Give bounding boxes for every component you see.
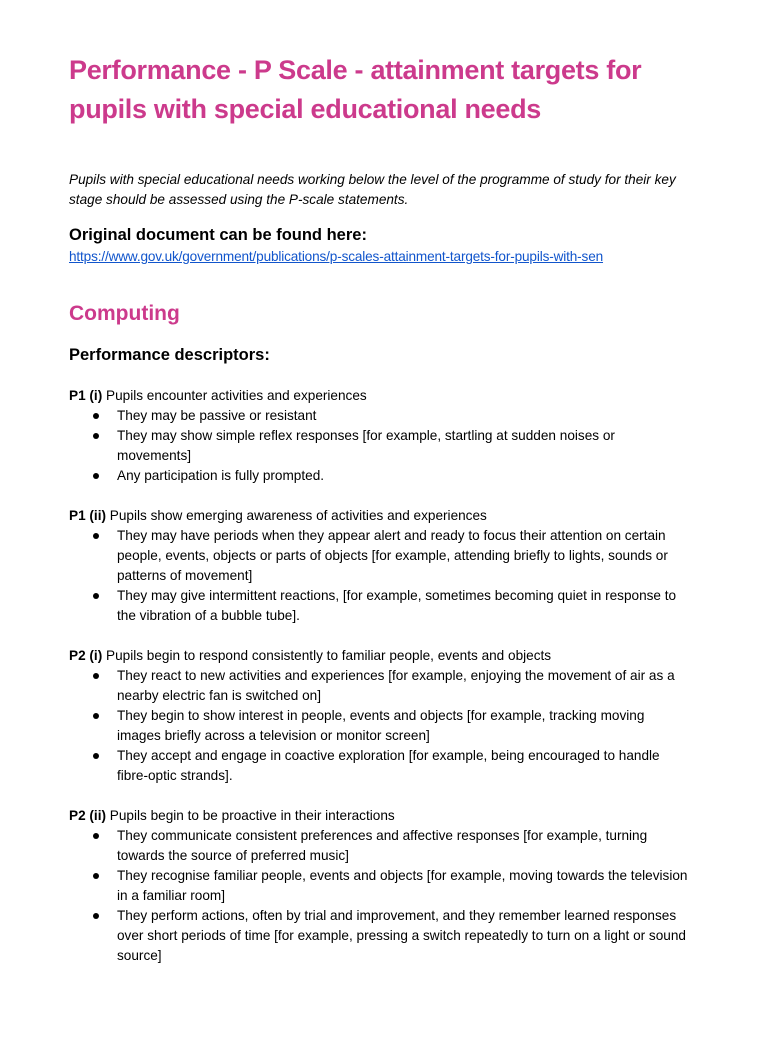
bullet-icon [93, 913, 99, 919]
original-document-label: Original document can be found here: [69, 226, 367, 244]
level-code: P1 (i) [69, 388, 103, 403]
bullet-icon [93, 593, 99, 599]
list-item-text: Any participation is fully prompted. [117, 468, 325, 483]
bullet-list [69, 826, 689, 966]
intro-paragraph: Pupils with special educational needs working below the level of the programme of study for their key stage should be assessed using the P-scale statements. [69, 172, 676, 207]
bullet-icon [93, 873, 99, 879]
list-item [117, 426, 689, 466]
list-item-text: They accept and engage in coactive exploration [for example, being encouraged to handle fibre-optic strands]. [117, 748, 660, 783]
level-block [69, 386, 689, 486]
level-text: Pupils show emerging awareness of activities and experiences [106, 508, 487, 523]
level-heading [69, 646, 689, 666]
section-title: Computing [69, 302, 180, 325]
bullet-icon [93, 413, 99, 419]
levels-list [69, 386, 689, 986]
list-item [117, 666, 689, 706]
bullet-icon [93, 833, 99, 839]
bullet-icon [93, 533, 99, 539]
list-item-text: They may be passive or resistant [117, 408, 317, 423]
list-item [117, 526, 689, 586]
list-item [117, 706, 689, 746]
page-title: Performance - P Scale - attainment targets for pupils with special educational needs [69, 55, 642, 124]
list-item [117, 746, 689, 786]
bullet-icon [93, 433, 99, 439]
list-item-text: They react to new activities and experiences [for example, enjoying the movement of air as a nearby electric fan is switched on] [117, 668, 675, 703]
list-item [117, 406, 689, 426]
level-text: Pupils begin to be proactive in their interactions [106, 808, 395, 823]
original-document-link[interactable]: https://www.gov.uk/government/publications/p-scales-attainment-targets-for-pupils-with-sen [69, 249, 604, 264]
level-code: P2 (ii) [69, 808, 107, 823]
list-item [117, 826, 689, 866]
list-item-text: They begin to show interest in people, events and objects [for example, tracking moving images briefly across a television or monitor screen] [117, 708, 645, 743]
list-item-text: They may show simple reflex responses [for example, startling at sudden noises or movements] [117, 428, 615, 463]
list-item-text: They perform actions, often by trial and improvement, and they remember learned responses over short periods of time [for example, pressing a switch repeatedly to turn on a light or sound source] [117, 908, 686, 963]
list-item [117, 906, 689, 966]
bullet-list [69, 406, 689, 486]
list-item [117, 466, 689, 486]
bullet-list [69, 526, 689, 626]
level-heading [69, 506, 689, 526]
level-code: P1 (ii) [69, 508, 107, 523]
level-heading [69, 806, 689, 826]
list-item-text: They communicate consistent preferences and affective responses [for example, turning towards the source of preferred music] [117, 828, 648, 863]
list-item [117, 586, 689, 626]
level-block [69, 806, 689, 966]
list-item-text: They recognise familiar people, events and objects [for example, moving towards the television in a familiar room] [117, 868, 688, 903]
bullet-icon [93, 473, 99, 479]
list-item [117, 866, 689, 906]
level-heading [69, 386, 689, 406]
level-block [69, 506, 689, 626]
level-text: Pupils begin to respond consistently to familiar people, events and objects [102, 648, 552, 663]
list-item-text: They may give intermittent reactions, [for example, sometimes becoming quiet in response to the vibration of a bubble tube]. [117, 588, 677, 623]
bullet-list [69, 666, 689, 786]
bullet-icon [93, 713, 99, 719]
bullet-icon [93, 673, 99, 679]
level-text: Pupils encounter activities and experiences [102, 388, 367, 403]
descriptors-heading: Performance descriptors: [69, 346, 270, 364]
bullet-icon [93, 753, 99, 759]
level-block [69, 646, 689, 786]
list-item-text: They may have periods when they appear alert and ready to focus their attention on certain people, events, objects or parts of objects [for example, attending briefly to lights, sounds or patterns of movement] [117, 528, 668, 583]
level-code: P2 (i) [69, 648, 103, 663]
